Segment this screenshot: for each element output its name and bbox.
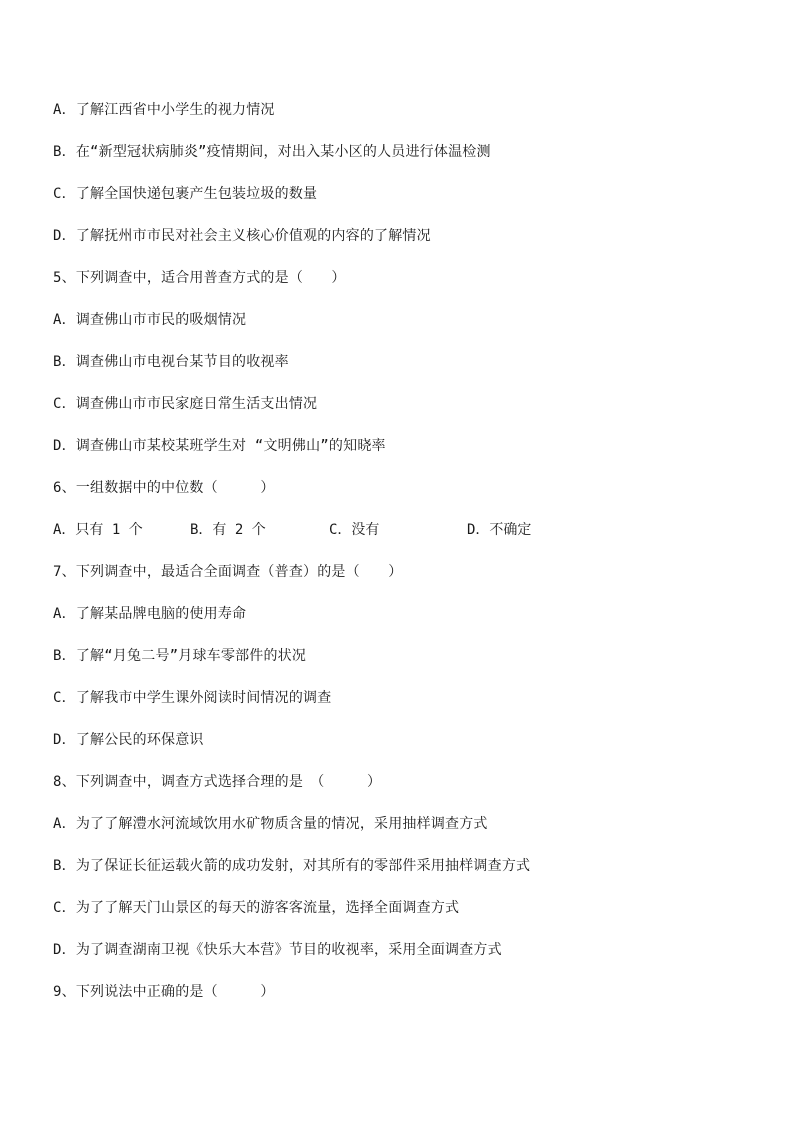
q7-option-b: B．了解“月兔二号”月球车零部件的状况 [53, 648, 307, 664]
q9-stem: 9、下列说法中正确的是（ ） [53, 984, 275, 1000]
q8-option-d: D．为了调查湖南卫视《快乐大本营》节目的收视率，采用全面调查方式 [53, 942, 502, 958]
q7-option-a: A．了解某品牌电脑的使用寿命 [53, 606, 247, 622]
q4-option-b: B．在“新型冠状病肺炎”疫情期间，对出入某小区的人员进行体温检测 [53, 144, 491, 160]
q6-stem: 6、一组数据中的中位数（ ） [53, 480, 275, 496]
q7-option-d: D．了解公民的环保意识 [53, 732, 204, 748]
q4-option-a: A．了解江西省中小学生的视力情况 [53, 102, 275, 118]
q5-option-c: C．调查佛山市市民家庭日常生活支出情况 [53, 396, 318, 412]
q5-stem: 5、下列调查中，适合用普查方式的是（ ） [53, 270, 346, 286]
q5-option-d: D．调查佛山市某校某班学生对 “文明佛山”的知晓率 [53, 438, 386, 454]
q6-option-d: D．不确定 [467, 522, 532, 538]
q7-option-c: C．了解我市中学生课外阅读时间情况的调查 [53, 690, 332, 706]
q4-option-d: D．了解抚州市市民对社会主义核心价值观的内容的了解情况 [53, 228, 431, 244]
q8-option-b: B．为了保证长征运载火箭的成功发射，对其所有的零部件采用抽样调查方式 [53, 858, 531, 874]
q4-option-c: C．了解全国快递包裹产生包装垃圾的数量 [53, 186, 318, 202]
q8-option-a: A．为了了解澧水河流域饮用水矿物质含量的情况，采用抽样调查方式 [53, 816, 488, 832]
q5-option-b: B．调查佛山市电视台某节目的收视率 [53, 354, 289, 370]
q6-option-b: B．有 2 个 [190, 522, 266, 538]
q6-option-a: A．只有 1 个 [53, 522, 143, 538]
q7-stem: 7、下列调查中，最适合全面调查（普查）的是（ ） [53, 564, 403, 580]
q8-option-c: C．为了了解天门山景区的每天的游客客流量，选择全面调查方式 [53, 900, 460, 916]
q6-options-row [53, 521, 753, 539]
q8-stem: 8、下列调查中，调查方式选择合理的是 （ ） [53, 774, 382, 790]
q5-option-a: A．调查佛山市市民的吸烟情况 [53, 312, 247, 328]
q6-option-c: C．没有 [329, 522, 380, 538]
